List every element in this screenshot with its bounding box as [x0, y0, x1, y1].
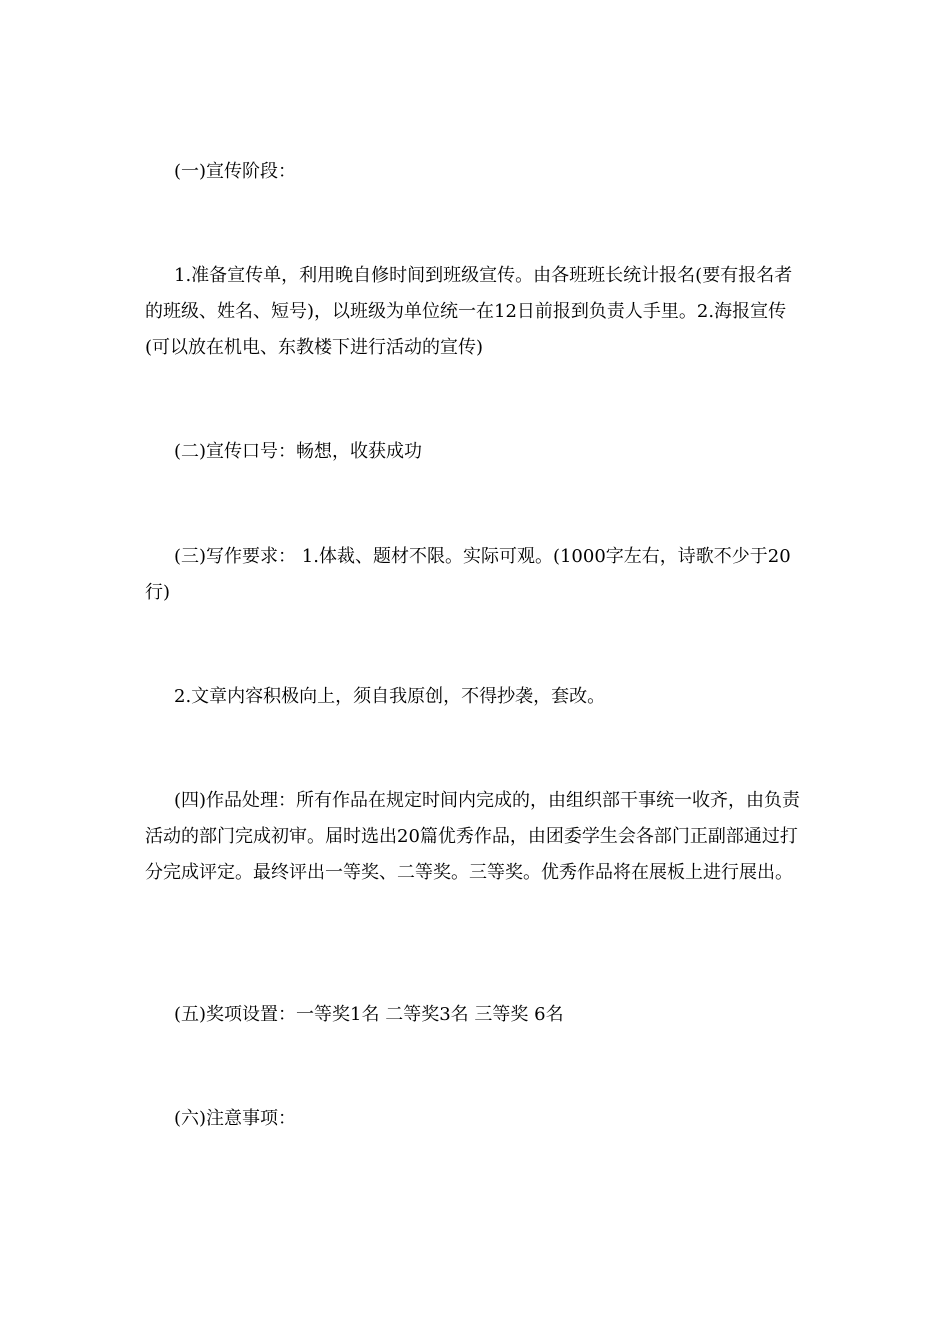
section-heading-awards: (五)奖项设置：一等奖1名 二等奖3名 三等奖 6名 — [174, 1004, 564, 1025]
section-heading-publicity-stage: (一)宣传阶段： — [174, 161, 297, 182]
section-heading-writing-requirements: (三)写作要求： 1.体裁、题材不限。实际可观。(1000字左右，诗歌不少于20行) — [145, 546, 791, 603]
section-heading-slogan: (二)宣传口号：畅想，收获成功 — [174, 441, 423, 462]
paragraph-originality-requirement: 2.文章内容积极向上，须自我原创，不得抄袭，套改。 — [174, 686, 606, 707]
section-heading-notes: (六)注意事项： — [174, 1108, 297, 1129]
section-heading-work-processing: (四)作品处理：所有作品在规定时间内完成的，由组织部干事统一收齐，由负责活动的部门完成初审。届时选出20篇优秀作品，由团委学生会各部门正副部通过打分完成评定。最终评出一等奖、二等奖。三等奖。优秀作品将在展板上进行展出。 — [145, 790, 801, 883]
paragraph-publicity-details: 1.准备宣传单，利用晚自修时间到班级宣传。由各班班长统计报名(要有报名者的班级、姓名、短号)，以班级为单位统一在12日前报到负责人手里。2.海报宣传(可以放在机电、东教楼下进行活动的宣传) — [145, 265, 793, 358]
